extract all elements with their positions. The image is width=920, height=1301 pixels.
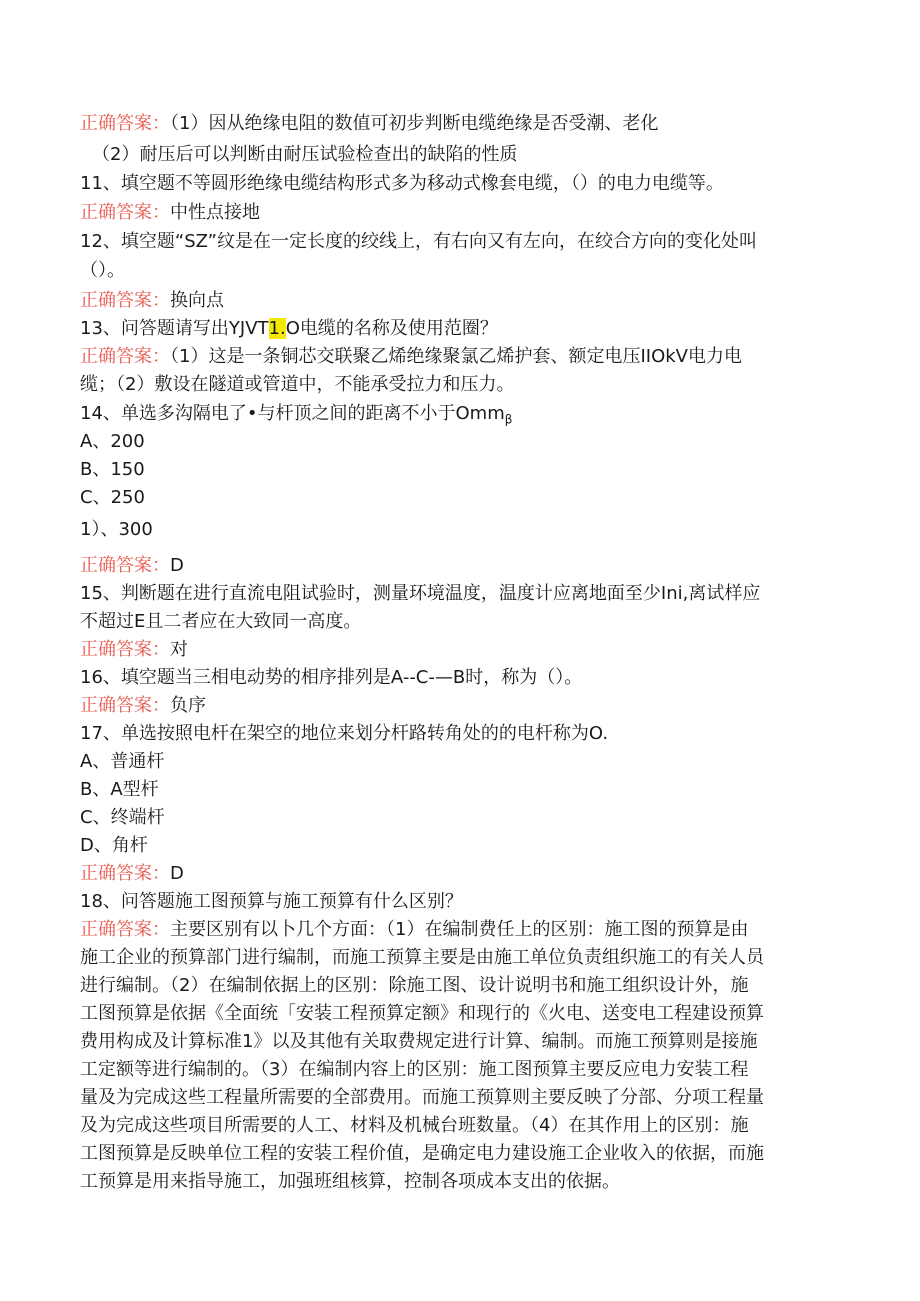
q11-question: 11、填空题不等圆形绝缘电缆结构形式多为移动式橡套电缆，（）的电力电缆等。 xyxy=(80,173,724,194)
answer-label: 正确答案： xyxy=(80,639,170,660)
q10-answer-line1: 正确答案：（1）因从绝缘电阻的数值可初步判断电缆绝缘是否受潮、老化 xyxy=(80,113,659,134)
q14-option-c: C、250 xyxy=(80,487,145,508)
q18-answer-line10: 工预算是用来指导施工，加强班组核算，控制各项成本支出的依据。 xyxy=(80,1171,620,1192)
q12-question-line2: （）。 xyxy=(80,260,125,281)
q11-answer: 正确答案：中性点接地 xyxy=(80,202,260,223)
q14-question: 14、单选多沟隔电了•与杆顶之间的距离不小于Omm$_\beta$ xyxy=(80,403,513,427)
q18-answer-line8: 及为完成这些项目所需要的人工、材料及机械台班数量。（4）在其作用上的区别：施 xyxy=(80,1115,749,1136)
q17-option-a: A、普通杆 xyxy=(80,751,165,772)
answer-label: 正确答案： xyxy=(80,346,170,367)
q16-question: 16、填空题当三相电动势的相序排列是A--C-—B时，称为（）。 xyxy=(80,667,583,688)
q13-question: 13、问答题请写出YJVT1.O电缆的名称及使用范圈？ xyxy=(80,318,498,339)
q15-question-line2: 不超过E且二者应在大致同一高度。 xyxy=(80,611,362,632)
q14-option-b: B、150 xyxy=(80,459,145,480)
q12-question-line1: 12、填空题“SZ”纹是在一定长度的绞线上，有右向又有左向，在绞合方向的变化处叫 xyxy=(80,231,757,252)
q14-option-a: A、200 xyxy=(80,431,145,452)
highlight-mark: 1. xyxy=(268,318,286,339)
answer-label: 正确答案： xyxy=(80,863,170,884)
q17-option-d: D、角杆 xyxy=(80,835,148,856)
q18-answer-line2: 施工企业的预算部门进行编制，而施工预算主要是由施工单位负责组织施工的有关人员 xyxy=(80,947,764,968)
q17-option-c: C、终端杆 xyxy=(80,807,165,828)
q18-answer-line6: 工定额等进行编制的。（3）在编制内容上的区别：施工图预算主要反应电力安装工程 xyxy=(80,1059,749,1080)
q14-subscript: β xyxy=(504,412,513,427)
q16-answer: 正确答案：负序 xyxy=(80,695,206,716)
answer-label: 正确答案： xyxy=(80,202,170,223)
q15-question-line1: 15、判断题在进行直流电阻试验时，测量环境温度，温度计应离地面至少Ini,离试样应 xyxy=(80,583,761,604)
answer-label: 正确答案： xyxy=(80,290,170,311)
q17-answer: 正确答案：D xyxy=(80,863,184,884)
q17-option-b: B、A型杆 xyxy=(80,779,159,800)
q18-answer-line3: 进行编制。（2）在编制依据上的区别：除施工图、设计说明书和施工组织设计外，施 xyxy=(80,975,749,996)
q15-answer: 正确答案：对 xyxy=(80,639,188,660)
q14-answer: 正确答案：D xyxy=(80,555,184,576)
answer-label: 正确答案： xyxy=(80,555,170,576)
q18-answer-line9: 工图预算是反映单位工程的安装工程价值，是确定电力建设施工企业收入的依据，而施 xyxy=(80,1143,764,1164)
q12-answer: 正确答案：换向点 xyxy=(80,290,224,311)
q10-answer-line2: （2）耐压后可以判断由耐压试验检查出的缺陷的性质 xyxy=(92,144,518,165)
q18-answer-line4: 工图预算是依据《全面统「安装工程预算定额》和现行的《火电、送变电工程建设预算 xyxy=(80,1003,764,1024)
q13-answer-line1: 正确答案：（1）这是一条铜芯交联聚乙烯绝缘聚氯乙烯护套、额定电压IIOkV电力电 xyxy=(80,346,742,367)
q13-answer-line2: 缆；（2）敷设在隧道或管道中，不能承受拉力和压力。 xyxy=(80,374,515,395)
q14-option-d: 1）、300 xyxy=(80,519,153,540)
q18-question: 18、问答题施工图预算与施工预算有什么区别？ xyxy=(80,891,463,912)
q18-answer-line5: 费用构成及计算标准1》以及其他有关取费规定进行计算、编制。而施工预算则是接施 xyxy=(80,1031,758,1052)
answer-label: 正确答案： xyxy=(80,113,170,134)
answer-label: 正确答案： xyxy=(80,919,170,940)
q17-question: 17、单选按照电杆在架空的地位来划分杆路转角处的的电杆称为O. xyxy=(80,723,609,744)
q18-answer-line7: 量及为完成这些工程量所需要的全部费用。而施工预算则主要反映了分部、分项工程量 xyxy=(80,1087,764,1108)
q18-answer-line1: 正确答案：主要区别有以卜几个方面：（1）在编制费任上的区别：施工图的预算是由 xyxy=(80,919,749,940)
answer-label: 正确答案： xyxy=(80,695,170,716)
